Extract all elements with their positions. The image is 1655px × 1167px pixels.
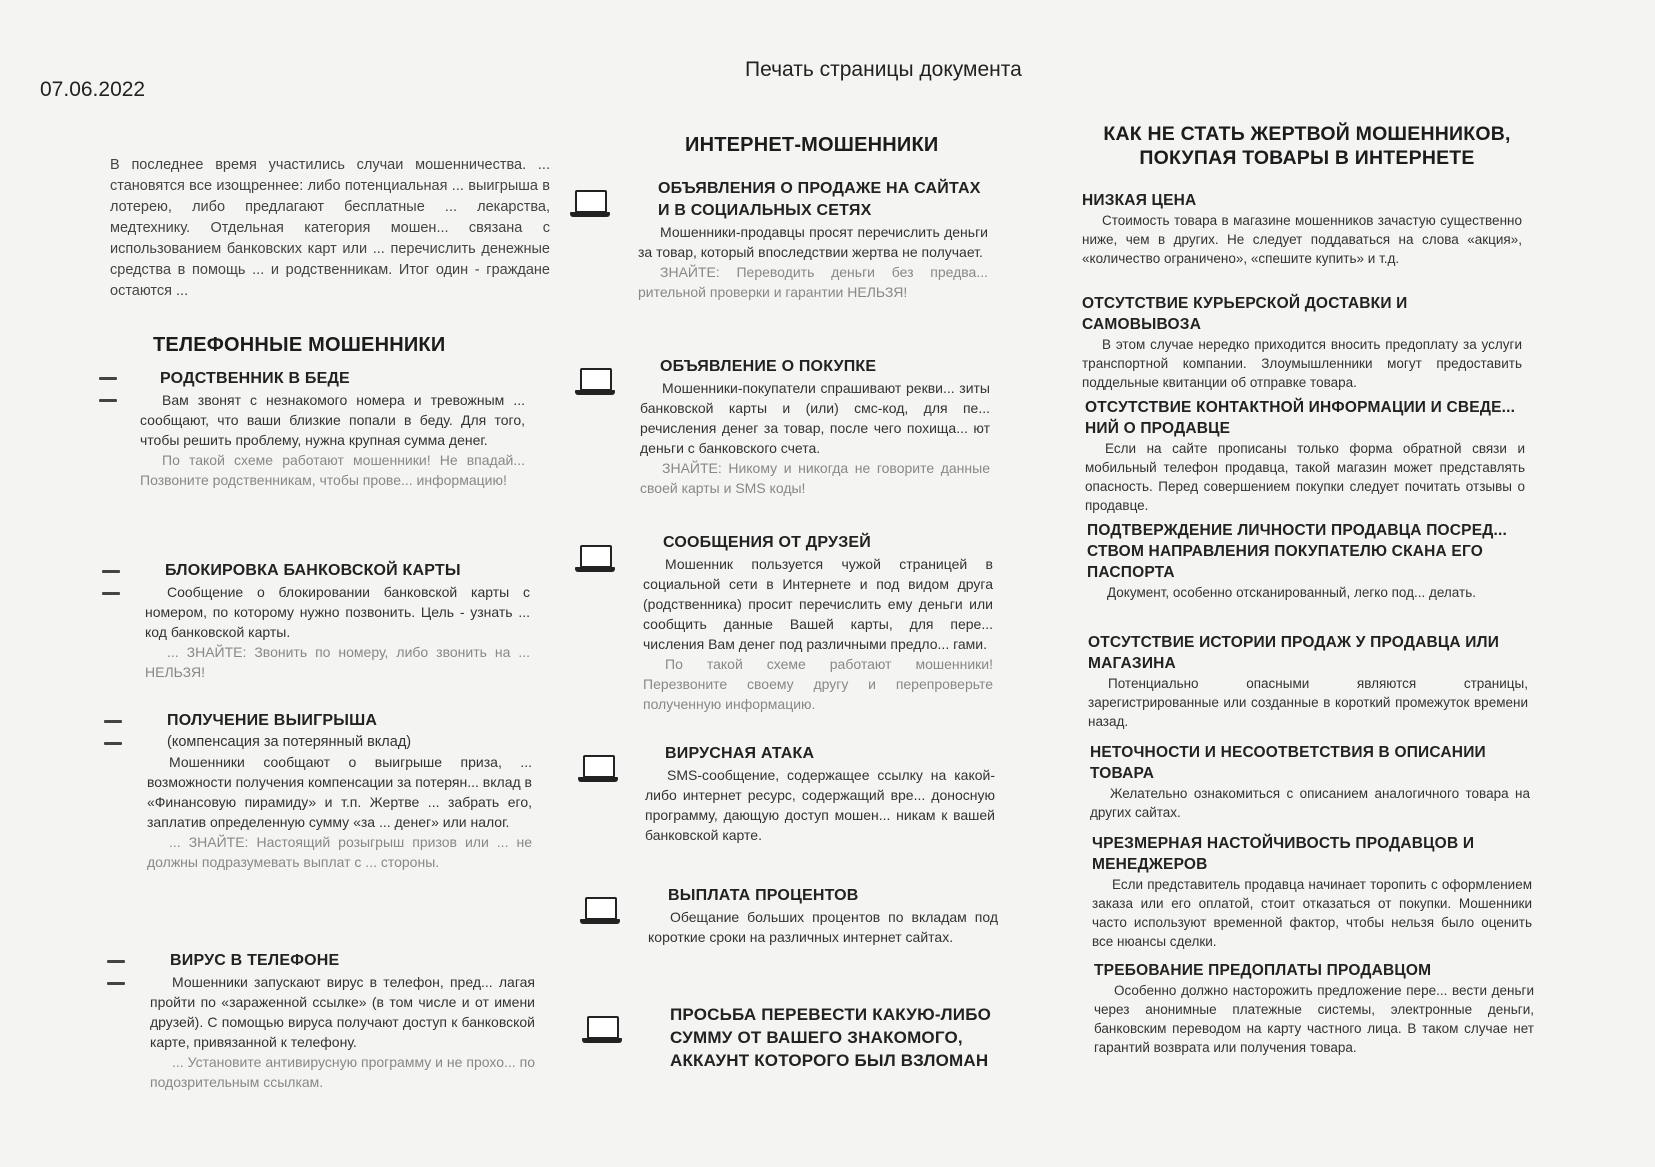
- item-warning: По такой схеме работают мошенники! Перезвоните своему другу и перепроверьте полученную информацию.: [643, 656, 993, 712]
- tip-title: НИЗКАЯ ЦЕНА: [1082, 192, 1197, 209]
- item-body: Мошенники сообщают о выигрыше приза, ... возможности получения компенсации за потерян... вклад в «Финансовую пирамиду» и т.п. Жертве ... забрать его, заплатив определенную сумму «за ... денег» или налог.: [147, 754, 532, 830]
- item-warning: ... ЗНАЙТЕ: Звонить по номеру, либо звонить на ... НЕЛЬЗЯ!: [145, 644, 530, 680]
- laptop-icon: [582, 1016, 622, 1046]
- safety-tips-heading: КАК НЕ СТАТЬ ЖЕРТВОЙ МОШЕННИКОВ, ПОКУПАЯ ТОВАРЫ В ИНТЕРНЕТЕ: [1103, 123, 1511, 169]
- item-warning: ЗНАЙТЕ: Никому и никогда не говорите данные своей карты и SMS коды!: [640, 460, 990, 496]
- tip-body: Документ, особенно отсканированный, легко под... делать.: [1107, 585, 1476, 600]
- tip-item: [1092, 833, 1532, 951]
- phone-fraud-heading: ТЕЛЕФОННЫЕ МОШЕННИКИ: [153, 334, 446, 356]
- internet-fraud-item: [638, 178, 988, 302]
- tip-title: ТРЕБОВАНИЕ ПРЕДОПЛАТЫ ПРОДАВЦОМ: [1094, 962, 1432, 979]
- item-body: Мошенники запускают вирус в телефон, пред... лагая пройти по «зараженной ссылке» (в том числе и от имени друзей). С помощью вируса получают доступ к банковской карте, привязанной к телефону.: [150, 974, 535, 1050]
- tip-body: В этом случае нередко приходится вносить предоплату за услуги транспортной компании. Злоумышленники могут предоставить поддельные квитанции об отправке товара.: [1082, 337, 1522, 390]
- tip-body: Желательно ознакомиться с описанием аналогичного товара на других сайтах.: [1090, 786, 1530, 820]
- tip-item: [1088, 632, 1528, 731]
- internet-fraud-item: [645, 743, 995, 845]
- item-title: РОДСТВЕННИК В БЕДЕ: [160, 370, 350, 387]
- tip-body: Если на сайте прописаны только форма обратной связи и мобильный телефон продавца, такой магазин может представлять опасность. Перед совершением покупки следует почитать отзывы о продавце.: [1085, 441, 1525, 513]
- item-subtitle: (компенсация за потерянный вклад): [167, 734, 412, 750]
- laptop-icon: [580, 897, 620, 927]
- laptop-icon: [575, 368, 615, 398]
- laptop-icon: [570, 190, 610, 220]
- tip-body: Стоимость товара в магазине мошенников зачастую существенно ниже, чем в других. Не следует поддаваться на слова «акция», «количество ограничено», «спешите купить» и т.д.: [1082, 213, 1522, 266]
- internet-fraud-item: [640, 356, 990, 498]
- item-warning: По такой схеме работают мошенники! Не впадай... Позвоните родственникам, чтобы прове... информацию!: [140, 452, 525, 488]
- item-title: ВИРУС В ТЕЛЕФОНЕ: [170, 952, 340, 969]
- item-title: ВИРУСНАЯ АТАКА: [665, 745, 815, 762]
- phone-icon: [100, 568, 122, 596]
- tip-item: [1085, 397, 1525, 515]
- item-warning: ЗНАЙТЕ: Переводить деньги без предва... рительной проверки и гарантии НЕЛЬЗЯ!: [638, 264, 988, 300]
- tip-title: ОТСУТСТВИЕ ИСТОРИИ ПРОДАЖ У ПРОДАВЦА ИЛИ МАГАЗИНА: [1088, 634, 1500, 672]
- tip-body: Особенно должно насторожить предложение пере... вести деньги через анонимные платежные системы, электронные деньги, банковским переводом на карту частного лица. В таком случае нет гарантий возврата или получения товара.: [1094, 983, 1534, 1055]
- item-body: Мошенники-продавцы просят перечислить деньги за товар, который впоследствии жертва не получает.: [638, 224, 988, 260]
- internet-fraud-item: [648, 885, 998, 947]
- tip-item: [1082, 293, 1522, 392]
- item-body: Мошенник пользуется чужой страницей в социальной сети в Интернете и под видом друга (родственника) просит перечислить ему деньги или сообщить данные Вашей карты, для пере... числения Вам денег под различными предло... гами.: [643, 556, 993, 652]
- page-title: Печать страницы документа: [745, 58, 1022, 81]
- item-body: Мошенники-покупатели спрашивают рекви... зиты банковской карты и (или) смс-код, для пе... речисления денег за товар, после чего похища... ют деньги с банковского счета.: [640, 380, 990, 456]
- item-warning: ... Установите антивирусную программу и не прохо... по подозрительным ссылкам.: [150, 1054, 535, 1090]
- tip-title: ПОДТВЕРЖДЕНИЕ ЛИЧНОСТИ ПРОДАВЦА ПОСРЕД... СТВОМ НАПРАВЛЕНИЯ ПОКУПАТЕЛЮ СКАНА ЕГО ПАСПОРТА: [1087, 522, 1508, 581]
- tip-title: ОТСУТСТВИЕ КУРЬЕРСКОЙ ДОСТАВКИ И САМОВЫВОЗА: [1082, 295, 1408, 333]
- item-body: Вам звонят с незнакомого номера и тревожным ... сообщают, что ваши близкие попали в беду. Для того, чтобы решить проблему, нужна крупная сумма денег.: [140, 392, 525, 448]
- tip-body: Если представитель продавца начинает торопить с оформлением заказа или его оплатой, стоит отказаться от покупки. Мошенники часто используют временной фактор, чтобы нельзя было оценить все нюансы сделки.: [1092, 877, 1532, 949]
- phone-icon: [105, 958, 127, 986]
- item-title: ПРОСЬБА ПЕРЕВЕСТИ КАКУЮ-ЛИБО СУММУ ОТ ВАШЕГО ЗНАКОМОГО, АККАУНТ КОТОРОГО БЫЛ ВЗЛОМАН: [670, 1005, 992, 1070]
- tip-title: НЕТОЧНОСТИ И НЕСООТВЕТСТВИЯ В ОПИСАНИИ ТОВАРА: [1090, 744, 1486, 782]
- item-title: БЛОКИРОВКА БАНКОВСКОЙ КАРТЫ: [165, 562, 461, 579]
- laptop-icon: [578, 755, 618, 785]
- tip-item: [1087, 520, 1527, 602]
- print-date: 07.06.2022: [40, 78, 146, 101]
- tip-item: [1090, 742, 1530, 822]
- internet-fraud-heading: ИНТЕРНЕТ-МОШЕННИКИ: [685, 134, 939, 156]
- phone-fraud-item: [147, 710, 532, 872]
- tip-title: ОТСУТСТВИЕ КОНТАКТНОЙ ИНФОРМАЦИИ И СВЕДЕ... НИЙ О ПРОДАВЦЕ: [1085, 399, 1516, 437]
- tip-title: ЧРЕЗМЕРНАЯ НАСТОЙЧИВОСТЬ ПРОДАВЦОВ И МЕНЕДЖЕРОВ: [1092, 835, 1475, 873]
- phone-fraud-item: [150, 950, 535, 1092]
- tip-item: [1082, 190, 1522, 268]
- phone-icon: [102, 718, 124, 746]
- item-title: ПОЛУЧЕНИЕ ВЫИГРЫША: [167, 712, 378, 729]
- internet-fraud-item: [650, 1003, 1000, 1072]
- tip-item: [1094, 960, 1534, 1057]
- intro-paragraph: В последнее время участились случаи мошенничества. ... становятся все изощреннее: либо потенциальная ... выигрыша в лотерею, либо предлагают бесплатные ... лекарства, медтехнику. Отдельная категория мошен... связана с использованием банковских карт или ... перечислить денежные средства в помощь ... и родственникам. Итог один - граждане остаются ...: [110, 157, 550, 299]
- item-title: ОБЪЯВЛЕНИЯ О ПРОДАЖЕ НА САЙТАХ И В СОЦИАЛЬНЫХ СЕТЯХ: [658, 180, 981, 219]
- item-body: Обещание больших процентов по вкладам под короткие сроки на различных интернет сайтах.: [648, 909, 998, 945]
- item-title: ОБЪЯВЛЕНИЕ О ПОКУПКЕ: [660, 358, 877, 375]
- item-title: СООБЩЕНИЯ ОТ ДРУЗЕЙ: [663, 534, 871, 551]
- item-body: Сообщение о блокировании банковской карты с номером, по которому нужно позвонить. Цель - узнать ... код банковской карты.: [145, 584, 530, 640]
- phone-icon: [97, 375, 119, 403]
- item-title: ВЫПЛАТА ПРОЦЕНТОВ: [668, 887, 859, 904]
- phone-fraud-item: [140, 368, 525, 490]
- internet-fraud-item: [643, 532, 993, 714]
- laptop-icon: [575, 545, 615, 575]
- phone-fraud-item: [145, 560, 530, 682]
- item-warning: ... ЗНАЙТЕ: Настоящий розыгрыш призов или ... не должны подразумевать выплат с ... стороны.: [147, 834, 532, 870]
- tip-body: Потенциально опасными являются страницы, зарегистрированные или созданные в короткий промежуток времени назад.: [1088, 676, 1528, 729]
- item-body: SMS-сообщение, содержащее ссылку на какой-либо интернет ресурс, содержащий вре... доносную программу, дающую доступ мошен... никам к вашей банковской карте.: [645, 767, 995, 843]
